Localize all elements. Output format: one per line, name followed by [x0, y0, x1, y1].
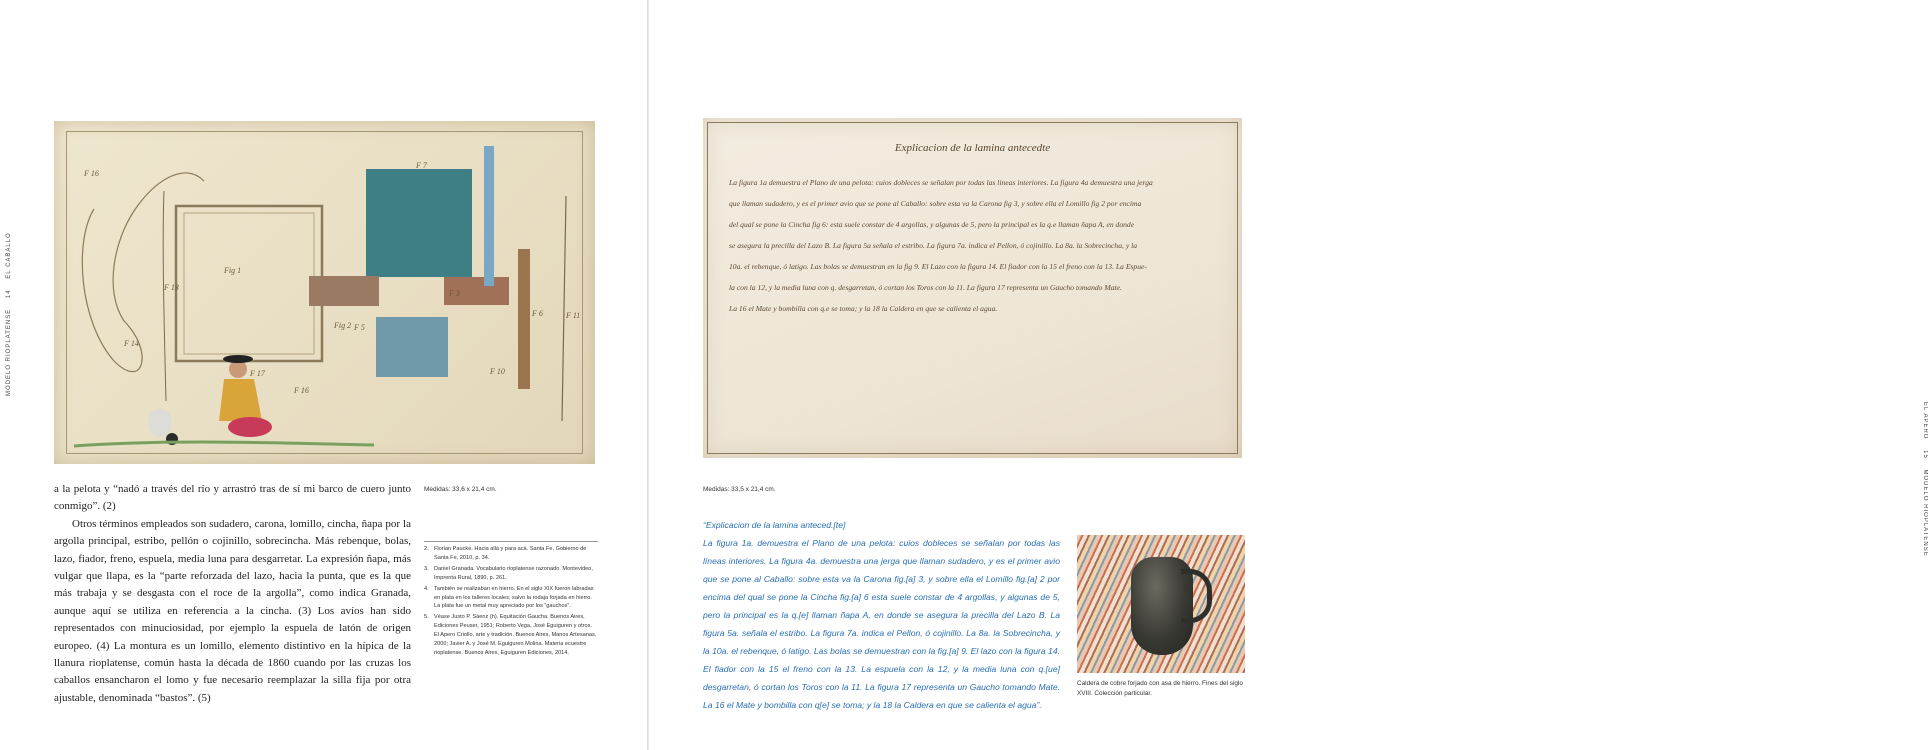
left-running-head [6, 228, 12, 400]
footnote-text: También se realizaban en hierro. En el siglo XIX fueron labradas en plata en los talleres locales; salvo la rodaja forjada en hierro. La plata fue un metal muy apreciado por los “gauchos”. [434, 585, 594, 610]
left-plate-measurements: Medidas: 33,6 x 21,4 cm. [424, 486, 497, 493]
manuscript-line: La 16 el Mate y bombilla con q.e se toma; y la 18 la Caldera en que se calienta el agua. [729, 304, 998, 313]
running-head-section: EL APERO [1922, 402, 1928, 440]
running-head-book: MODELO RIOPLATENSE [6, 308, 12, 396]
plate-label-fig10: F 10 [490, 367, 505, 376]
manuscript-line: 10a. el rebenque, ó latigo. Las bolas se demuestran en la fig 9. El Lazo con la figura 14. El fiador con la 15 el freno con la 13. La Espue- [729, 262, 1147, 271]
manuscript-line: La figura 1a demuestra el Plano de una pelota: cuios dobleces se señalan por todas las lineas interiores. La figura 4a demuestra una jerga [729, 178, 1153, 187]
plate-label-fig14: F 14 [124, 339, 139, 348]
manuscript-title: Explicacion de la lamina antecedte [894, 142, 1051, 154]
right-running-head [1922, 398, 1928, 561]
footnote-item [424, 545, 598, 563]
footnote-number: 3. [424, 565, 429, 572]
running-head-page-number: 14 [6, 289, 12, 299]
transcription-text: La figura 1a. demuestra el Plano de una pelota: cuios dobleces se señalan por todas las líneas interiores. La figura 4a. demuestra una jerga que llaman sudadero, y es el primer avio que se pone al Caballo: sobre esta va la Carona fig.[a] 3, y sobre ella el Lomillo fig.[a] 2 por encima del qual se pone la Cincha fig.[a] 6 esta suele constar de 4 argollas, y algunas de 5, pero la principal es la q.[e] llaman ñapa A, en donde se asegura la precilla del Lazo B. La figura 5a. señala el estribo. La figura 7a. indica el Pellon, ó cojinillo. La 8a. la Sobrecincha, y la 10a. el rebenque, ó latigo. Las bolas se demuestran con la fig.[a] 9. El lazo con la figura 14. El fiador con la 15 el freno con la 13. La espuela con la 12, y la media luna con q.[ue] desgarretan, ó cortan los Toros con la 11. La figura 17 representa un Gaucho tomando Mate. La 16 el Mate y bombilla con q[e] se toma; y la 18 la Caldera en que se calienta el agua”. [703, 538, 1060, 710]
right-page [649, 0, 1928, 750]
plate-label-fig1: Fig 1 [224, 266, 242, 275]
right-manuscript-measurements: Medidas: 33,5 x 21,4 cm. [703, 486, 776, 493]
plate-label-fig16: F 16 [84, 169, 99, 178]
manuscript-line: que llaman sudadero, y es el primer avio que se pone al Caballo: sobre esta va la Carona fig 3, y sobre ella el Lomillo fig 2 por encima [729, 199, 1142, 208]
kettle-handle [1181, 569, 1212, 623]
running-head-section: EL CABALLO [6, 232, 12, 279]
body-paragraph-1: a la pelota y “nadó a través del río y arrastró tras de sí mi barco de cuero junto conmigo”. (2) [54, 483, 411, 513]
footnote-item [424, 613, 598, 658]
plate-label-fig5: F 5 [354, 323, 365, 332]
plate-label-fig13: F 13 [164, 283, 179, 292]
footnotes [424, 541, 598, 660]
footnote-rule [424, 541, 598, 542]
running-head-page-number: 15 [1922, 450, 1928, 459]
footnote-text: Florian Paucke. Hacia allá y para acá. Santa Fe, Gobierno de Santa Fe, 2010, p. 34. [434, 546, 587, 561]
footnote-text: Daniel Granada. Vocabulario rioplatense razonado. Montevideo, Imprenta Rural, 1890, p. 261. [434, 565, 593, 581]
footnote-number: 2. [424, 546, 429, 552]
plate-label-fig6: F 6 [532, 309, 543, 318]
left-body-text [54, 481, 411, 707]
manuscript-line: la con la 12, y la media luna con q. desgarretan, ó cortan los Toros con la 11. La figura 17 representa un Gaucho tomando Mate. [729, 283, 1122, 292]
photo-caption: Caldera de cobre forjado con asa de hierro. Fines del siglo XVIII. Colección particular. [1077, 680, 1243, 697]
plate-label-fig11: F 11 [566, 311, 581, 320]
footnote-number: 4. [424, 585, 429, 592]
saddlery-plate-image [54, 121, 595, 464]
footnote-number: 5. [424, 614, 429, 621]
plate-label-fig7: F 7 [416, 161, 427, 170]
left-page [0, 0, 647, 750]
manuscript-line: del qual se pone la Cincha fig 6: esta suele constar de 4 argollas, y algunas de 5, pero la principal es la q.e llaman ñapa A, en donde [729, 220, 1135, 229]
footnote-item [424, 585, 598, 612]
manuscript-image [703, 118, 1242, 458]
plate-label-fig17: F 17 [250, 369, 265, 378]
footnote-text: Véase Justo P. Sáenz (h). Equitación Gaucha. Buenos Aires, Ediciones Peuser, 1951; Roberto Vega, José Eguiguren y otros. El Apero Criollo, arte y tradición. Buenos Aires, Manos Artesanas, 2000; Javier A. y José M. Eguiguren Molina. Materia ecuestre rioplatense. Buenos Aires, Eguiguren Ediciones, 2014. [434, 614, 597, 656]
plate-drawing [54, 121, 595, 464]
transcription [703, 516, 1060, 714]
transcription-heading: “Explicacion de la lamina anteced.[te] [703, 520, 846, 530]
copper-kettle-photo [1077, 535, 1245, 673]
plate-label-fig3: F 3 [449, 289, 460, 298]
running-head-book: MODELO RIOPLATENSE [1922, 469, 1928, 557]
manuscript-line: se asegura la precilla del Lazo B. La figura 5a señala el estribo. La figura 7a. indica el Pellon, ó cojinillo. La 8a. la Sobrecincha, y la [729, 241, 1137, 250]
plate-label-fig16b: F 16 [294, 386, 309, 395]
footnote-item [424, 565, 598, 583]
plate-label-fig2: Fig 2 [334, 321, 352, 330]
body-paragraph-2: Otros términos empleados son sudadero, carona, lomillo, cincha, ñapa por la argolla principal, estribo, pellón o cojinillo, sobrecincha. Más rebenque, bolas, lazo, fiador, freno, espuela, media luna para desgarretar. La expresión ñapa, más vulgar que llapa, es la “parte reforzada del lazo, hacia la punta, que es la que más trabaja y se desgasta con el roce de la argolla”, como indica Granada, aunque aquí se utiliza en referencia a la cincha. (3) Los avíos han sido representados con minuciosidad, por ejemplo la espuela de latón de origen europeo. (4) La montura es un lomillo, elemento distintivo en la hípica de la llanura rioplatense, común hasta la década de 1860 cuando por las cruzas los caballos ensancharon el lomo y fue necesario reemplazar la silla fija por otra ajustable, denominada “bastos”. (5) [54, 517, 411, 704]
